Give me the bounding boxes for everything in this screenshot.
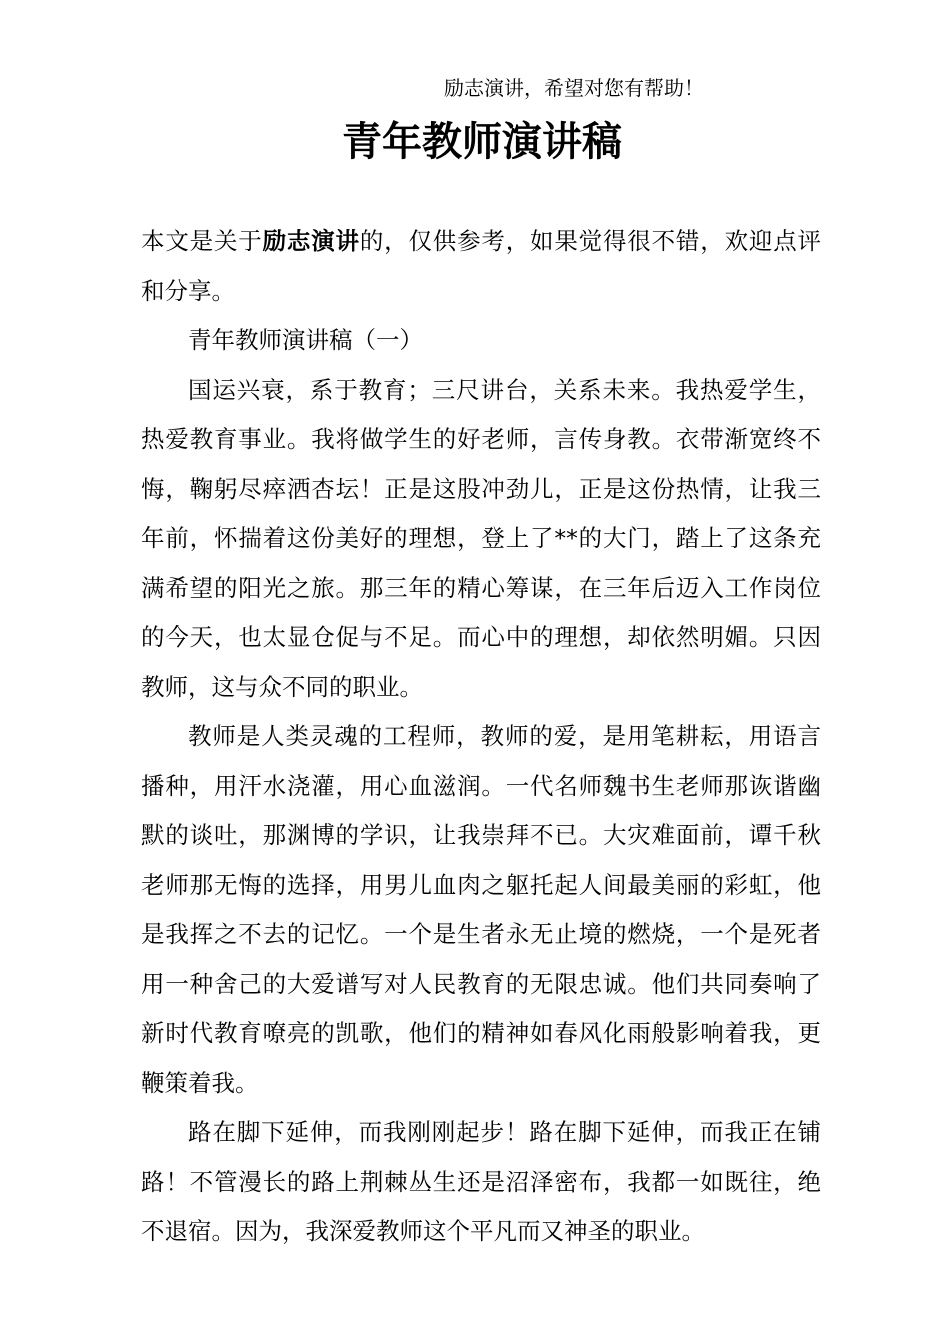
intro-text-after: 的，仅供参考，如果觉得很不错，欢迎点评和分享。 [141, 227, 822, 305]
intro-text-before: 本文是关于 [141, 227, 263, 255]
body-paragraph-3: 路在脚下延伸，而我刚刚起步！路在脚下延伸，而我正在铺路！不管漫长的路上荆棘丛生还是沼泽密布，我都一如既往，绝不退宿。因为，我深爱教师这个平凡而又神圣的职业。 [141, 1118, 821, 1245]
body-paragraph-2: 教师是人类灵魂的工程师，教师的爱，是用笔耕耘，用语言播种，用汗水浇灌，用心血滋润。一代名师魏书生老师那诙谐幽默的谈吐，那渊博的学识，让我崇拜不已。大灾难面前，谭千秋老师那无悔的选择，用男儿血肉之躯托起人间最美丽的彩虹，他是我挥之不去的记忆。一个是生者永无止境的燃烧，一个是死者用一种舍己的大爱谱写对人民教育的无限忠诚。他们共同奏响了新时代教育嘹亮的凯歌，他们的精神如春风化雨般影响着我，更鞭策着我。 [141, 722, 821, 1097]
header-note: 励志演讲，希望对您有帮助！ [444, 76, 704, 100]
intro-keyword: 励志演讲 [262, 227, 360, 255]
section-heading: 青年教师演讲稿（一） [188, 326, 423, 354]
document-title: 青年教师演讲稿 [342, 119, 622, 165]
intro-paragraph [141, 217, 821, 316]
document-body [141, 217, 821, 1257]
body-paragraph-1: 国运兴衰，系于教育；三尺讲台，关系未来。我热爱学生，热爱教育事业。我将做学生的好老师，言传身教。衣带渐宽终不悔，鞠躬尽瘁洒杏坛！正是这股冲劲儿，正是这份热情，让我三年前，怀揣着这份美好的理想，登上了**的大门，踏上了这条充满希望的阳光之旅。那三年的精心筹谋，在三年后迈入工作岗位的今天，也太显仓促与不足。而心中的理想，却依然明媚。只因教师，这与众不同的职业。 [141, 375, 821, 701]
